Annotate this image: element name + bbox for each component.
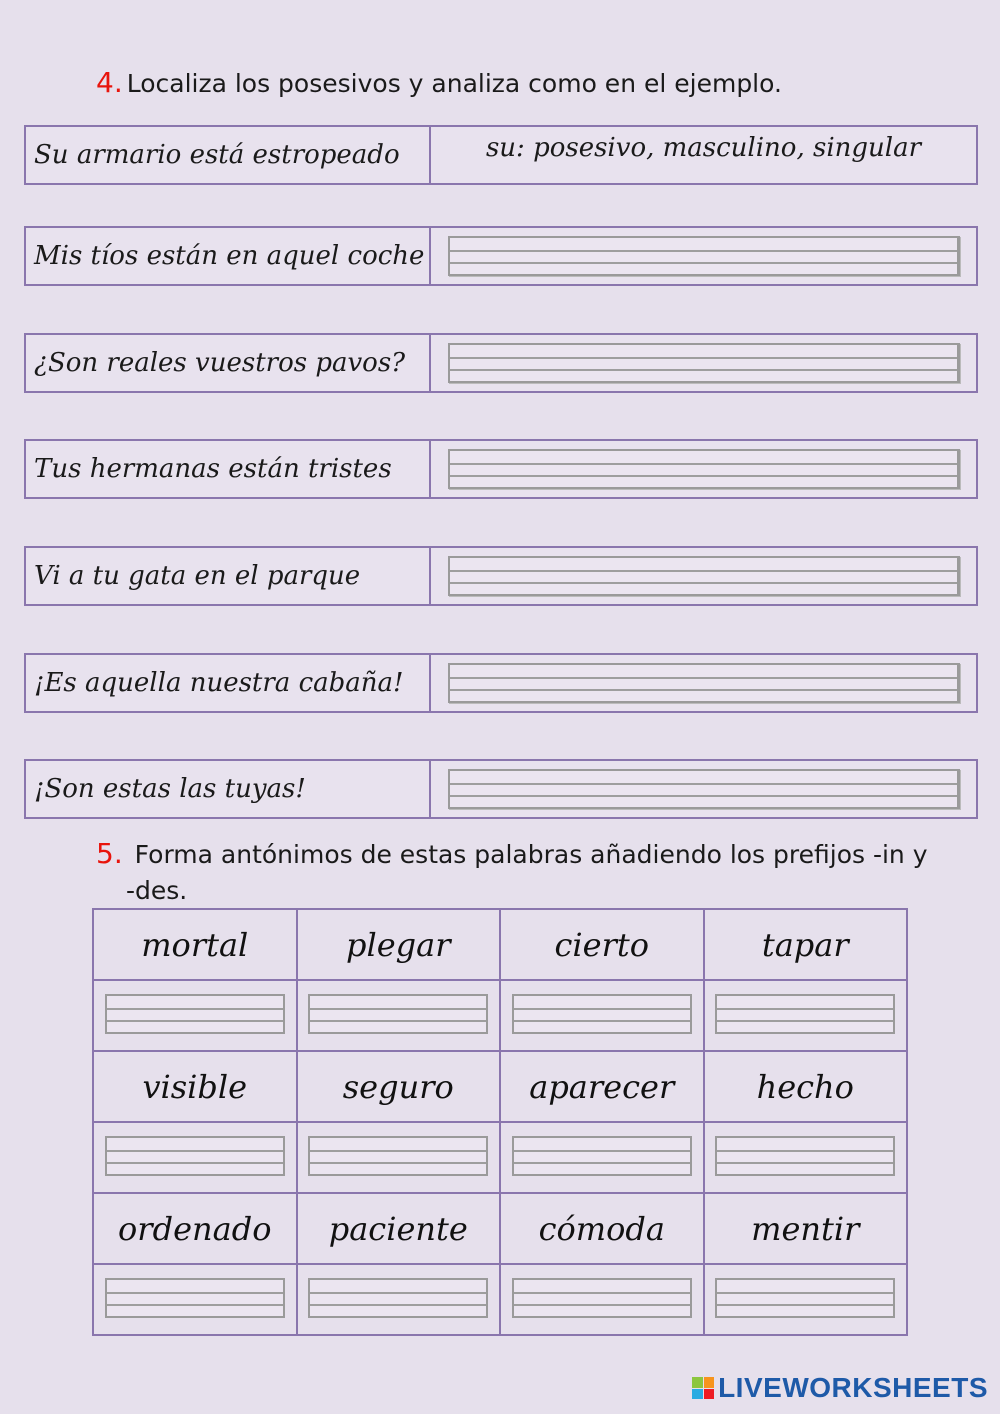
answer-field[interactable] bbox=[448, 769, 960, 809]
antonym-field[interactable] bbox=[715, 1136, 895, 1176]
analysis-row-example bbox=[24, 125, 978, 185]
antonym-grid bbox=[92, 908, 908, 1336]
word-cell: mortal bbox=[93, 909, 297, 980]
liveworksheets-brand[interactable] bbox=[692, 1372, 988, 1404]
antonym-field[interactable] bbox=[512, 1136, 692, 1176]
exercise-5-instruction: Forma antónimos de estas palabras añadiendo los prefijos -in y bbox=[134, 840, 928, 869]
analysis-row bbox=[24, 226, 978, 286]
word-cell: paciente bbox=[297, 1193, 501, 1264]
antonym-field[interactable] bbox=[308, 1278, 488, 1318]
sentence-text: ¡Es aquella nuestra cabaña! bbox=[26, 655, 431, 711]
exercise-4-number: 4. bbox=[96, 66, 123, 99]
word-cell: visible bbox=[93, 1051, 297, 1122]
antonym-field[interactable] bbox=[512, 994, 692, 1034]
answer-row bbox=[93, 1122, 907, 1193]
sentence-text: Mis tíos están en aquel coche bbox=[26, 228, 431, 284]
antonym-field[interactable] bbox=[715, 994, 895, 1034]
answer-field[interactable] bbox=[448, 449, 960, 489]
antonym-field[interactable] bbox=[105, 1278, 285, 1318]
sentence-text: Tus hermanas están tristes bbox=[26, 441, 431, 497]
brand-name: LIVEWORKSHEETS bbox=[718, 1372, 988, 1403]
antonym-field[interactable] bbox=[512, 1278, 692, 1318]
word-cell: hecho bbox=[704, 1051, 908, 1122]
word-cell: cierto bbox=[500, 909, 704, 980]
antonym-field[interactable] bbox=[308, 1136, 488, 1176]
analysis-row bbox=[24, 653, 978, 713]
answer-row bbox=[93, 1264, 907, 1335]
word-cell: plegar bbox=[297, 909, 501, 980]
sentence-text: ¿Son reales vuestros pavos? bbox=[26, 335, 431, 391]
sentence-text: ¡Son estas las tuyas! bbox=[26, 761, 431, 817]
analysis-row bbox=[24, 333, 978, 393]
exercise-5-number: 5. bbox=[96, 837, 123, 870]
exercise-5-title bbox=[96, 836, 936, 909]
analysis-row bbox=[24, 759, 978, 819]
word-cell: ordenado bbox=[93, 1193, 297, 1264]
word-cell: seguro bbox=[297, 1051, 501, 1122]
antonym-field[interactable] bbox=[715, 1278, 895, 1318]
answer-field[interactable] bbox=[448, 343, 960, 383]
example-answer: su: posesivo, masculino, singular bbox=[485, 133, 922, 163]
antonym-field[interactable] bbox=[105, 1136, 285, 1176]
word-cell: mentir bbox=[704, 1193, 908, 1264]
liveworksheets-logo-icon bbox=[692, 1377, 714, 1399]
word-cell: aparecer bbox=[500, 1051, 704, 1122]
exercise-4-instruction: Localiza los posesivos y analiza como en el ejemplo. bbox=[126, 69, 782, 98]
answer-row bbox=[93, 980, 907, 1051]
antonym-field[interactable] bbox=[308, 994, 488, 1034]
word-cell: tapar bbox=[704, 909, 908, 980]
analysis-row bbox=[24, 439, 978, 499]
answer-field[interactable] bbox=[448, 663, 960, 703]
exercise-4-title bbox=[96, 66, 782, 99]
word-row bbox=[93, 909, 907, 980]
exercise-5-instruction-cont: -des. bbox=[126, 876, 188, 905]
word-cell: cómoda bbox=[500, 1193, 704, 1264]
sentence-text: Su armario está estropeado bbox=[26, 127, 431, 183]
sentence-text: Vi a tu gata en el parque bbox=[26, 548, 431, 604]
antonym-field[interactable] bbox=[105, 994, 285, 1034]
answer-field[interactable] bbox=[448, 236, 960, 276]
word-row bbox=[93, 1051, 907, 1122]
analysis-row bbox=[24, 546, 978, 606]
word-row bbox=[93, 1193, 907, 1264]
answer-field[interactable] bbox=[448, 556, 960, 596]
